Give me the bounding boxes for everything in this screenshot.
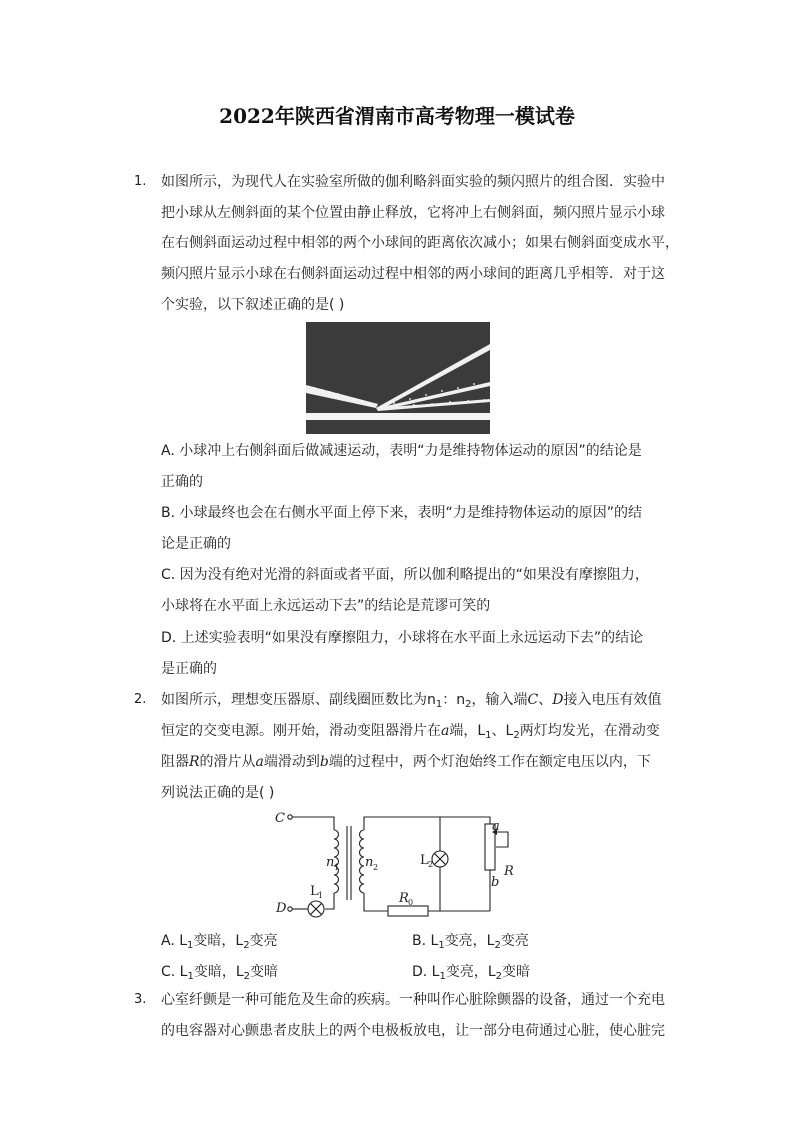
q1-option-d-cont: 是正确的	[161, 661, 217, 677]
primary-coil	[334, 830, 339, 893]
question-2-line: 恒定的交变电源。刚开始，滑动变阻器滑片在a端，$L_1$、$L_2$两灯均发光，在滑动变	[161, 723, 660, 741]
resistor-r0	[388, 906, 428, 916]
q2-option-a: A. $L_1$变暗，$L_2$变亮	[161, 933, 278, 951]
question-1-line: 个实验，以下叙述正确的是( )	[161, 297, 345, 313]
label-r: R	[504, 864, 514, 879]
q1-option-d: D. 上述实验表明“如果没有摩擦阻力，小球将在水平面上永远运动下去”的结论	[161, 630, 644, 646]
q2-option-b: B. $L_1$变亮，$L_2$变亮	[412, 933, 529, 951]
label-a: a	[492, 819, 500, 834]
label-n2-sub: 2	[373, 863, 379, 872]
transformer-circuit-diagram	[272, 808, 534, 922]
label-n1: n	[326, 855, 335, 870]
floor-strip	[306, 413, 490, 420]
exam-title: 2022年陕西省渭南市高考物理一模试卷	[219, 104, 575, 128]
terminal-d	[288, 907, 292, 911]
q1-option-b: B. 小球最终也会在右侧水平面上停下来，表明“力是维持物体运动的原因”的结	[161, 505, 643, 521]
label-r0-sub: 0	[408, 898, 414, 907]
question-1-line: 在右侧斜面运动过程中相邻的两个小球间的距离依次减小；如果右侧斜面变成水平，	[161, 235, 679, 251]
q1-option-a: A. 小球冲上右侧斜面后做减速运动，表明“力是维持物体运动的原因”的结论是	[161, 443, 642, 459]
label-l2: L	[420, 853, 429, 868]
secondary-coil	[360, 830, 365, 893]
question-1-line: 频闪照片显示小球在右侧斜面运动过程中相邻的两小球间的距离几乎相等．对于这	[161, 266, 665, 282]
question-3-number: 3.	[134, 992, 147, 1007]
label-l1-sub: 1	[318, 891, 324, 900]
question-2-line: 如图所示，理想变压器原、副线圈匝数比为$n_1$：$n_2$，输入端C、D接入电压有效值	[161, 692, 662, 710]
label-b: b	[491, 875, 500, 890]
question-3-line: 的电容器对心颤患者皮肤上的两个电极板放电，让一部分电荷通过心脏，使心脏完	[161, 1023, 665, 1039]
lamp-l2	[432, 851, 448, 867]
question-2-line: 阻器R的滑片从a端滑动到b端的过程中，两个灯泡始终工作在额定电压以内，下	[161, 754, 651, 770]
label-r0: R	[399, 891, 409, 906]
lamp-l1	[308, 901, 324, 917]
question-2-number: 2.	[134, 692, 147, 707]
label-n1-sub: 1	[334, 863, 340, 872]
q1-option-c-cont: 小球将在水平面上永远运动下去”的结论是荒谬可笑的	[161, 598, 491, 614]
label-d: D	[276, 901, 287, 916]
q1-option-b-cont: 论是正确的	[161, 536, 231, 552]
question-2-line: 列说法正确的是( )	[161, 785, 275, 801]
label-l2-sub: 2	[428, 860, 434, 869]
q2-option-d: D. $L_1$变亮，$L_2$变暗	[412, 964, 531, 982]
label-c: C	[275, 811, 285, 826]
question-1-line: 如图所示，为现代人在实验室所做的伽利略斜面实验的频闪照片的组合图．实验中	[161, 174, 665, 190]
q1-option-c: C. 因为没有绝对光滑的斜面或者平面，所以伽利略提出的“如果没有摩擦阻力，	[161, 567, 649, 583]
question-1-line: 把小球从左侧斜面的某个位置由静止释放，它将冲上右侧斜面，频闪照片显示小球	[161, 205, 665, 221]
galileo-incline-photo	[306, 322, 490, 434]
terminal-c	[288, 815, 292, 819]
label-l1: L	[310, 884, 319, 899]
q1-option-a-cont: 正确的	[161, 474, 203, 490]
q2-option-c: C. $L_1$变暗，$L_2$变暗	[161, 964, 279, 982]
label-n2: n	[365, 855, 374, 870]
question-1-number: 1.	[134, 174, 147, 189]
question-3-line: 心室纤颤是一种可能危及生命的疾病。一种叫作心脏除颤器的设备，通过一个充电	[161, 992, 665, 1008]
